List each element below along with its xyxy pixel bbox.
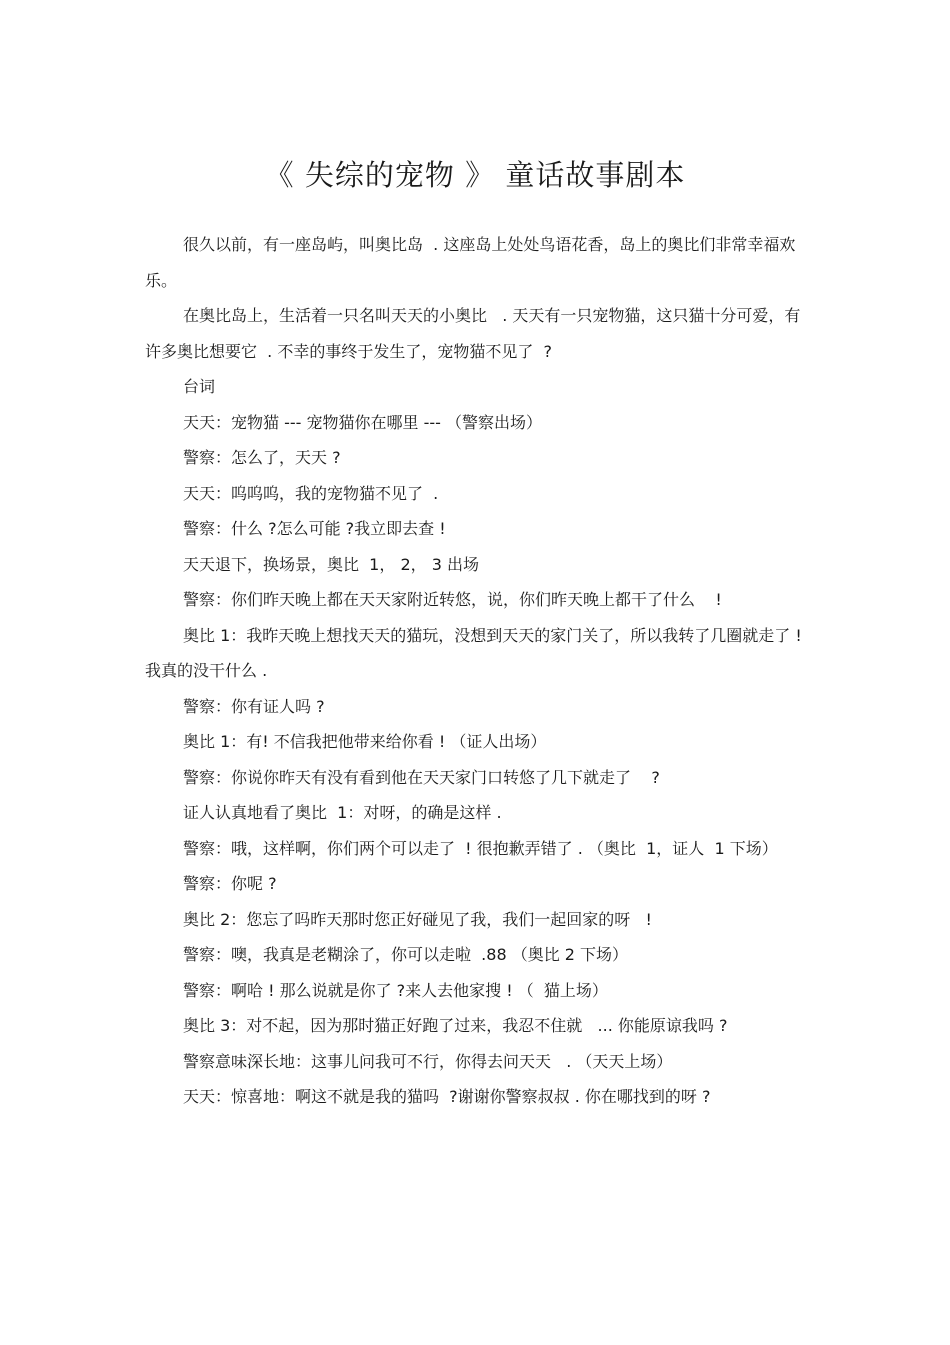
paragraph: 奥比 1：我昨天晚上想找天天的猫玩，没想到天天的家门关了，所以我转了几圈就走了 ! 我真的没干什么 . <box>145 625 807 680</box>
paragraph: 警察：你们昨天晚上都在天天家附近转悠，说，你们昨天晚上都干了什么 ! <box>183 590 722 609</box>
paragraph: 天天：宠物猫 --- 宠物猫你在哪里 --- （警察出场） <box>183 412 542 432</box>
paragraph: 证人认真地看了奥比 1：对呀，的确是这样 . <box>183 803 502 822</box>
paragraph: 警察：怎么了，天天 ? <box>183 448 341 467</box>
paragraph: 警察：你有证人吗 ? <box>183 696 325 716</box>
paragraph: 奥比 2：您忘了吗昨天那时您正好碰见了我，我们一起回家的呀 ! <box>183 909 652 929</box>
paragraph: 天天：惊喜地：啊这不就是我的猫吗 ?谢谢你警察叔叔 . 你在哪找到的呀 ? <box>183 1087 711 1106</box>
paragraph: 天天退下，换场景，奥比 1， 2， 3 出场 <box>183 554 479 574</box>
paragraph: 警察：啊哈 ! 那么说就是你了 ?来人去他家搜 ! （ 猫上场） <box>183 980 608 1000</box>
paragraph: 奥比 3：对不起，因为那时猫正好跑了过来，我忍不住就 ... 你能原谅我吗 ? <box>183 1016 728 1035</box>
paragraph: 警察意味深长地：这事儿问我可不行，你得去问天天 . （天天上场） <box>183 1051 673 1071</box>
paragraph: 警察：你呢 ? <box>183 874 277 893</box>
paragraph: 警察：噢，我真是老糊涂了，你可以走啦 .88 （奥比 2 下场） <box>183 945 629 964</box>
paragraph: 在奥比岛上，生活着一只名叫天天的小奥比 . 天天有一只宠物猫，这只猫十分可爱，有许多奥比想要它 . 不幸的事终于发生了，宠物猫不见了 ? <box>145 306 801 361</box>
paragraph: 警察：你说你昨天有没有看到他在天天家门口转悠了几下就走了 ? <box>183 767 660 787</box>
document-title: 《 失综的宠物 》 童话故事剧本 <box>264 158 686 192</box>
paragraph: 警察：哦，这样啊，你们两个可以走了 ! 很抱歉弄错了 . （奥比 1，证人 1 下场） <box>183 838 778 858</box>
document-body <box>145 227 815 1115</box>
paragraph: 天天：呜呜呜，我的宠物猫不见了 . <box>183 483 439 503</box>
paragraph: 很久以前，有一座岛屿，叫奥比岛 . 这座岛上处处鸟语花香，岛上的奥比们非常幸福欢乐。 <box>145 235 796 290</box>
paragraph: 警察：什么 ?怎么可能 ?我立即去查 ! <box>183 519 446 538</box>
paragraph: 奥比 1：有! 不信我把他带来给你看 ! （证人出场） <box>183 732 547 751</box>
paragraph: 台词 <box>183 377 216 396</box>
